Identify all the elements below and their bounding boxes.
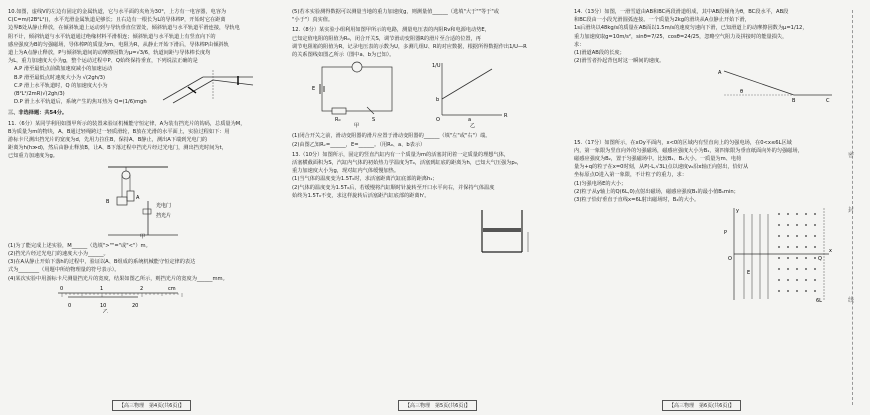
seal-label-xian: 线 bbox=[848, 297, 855, 304]
graph-y-label: 1/U bbox=[432, 63, 441, 70]
main-unit: cm bbox=[168, 285, 176, 292]
q14-line: 求： bbox=[574, 41, 585, 48]
q12-line: 调节电阻箱的阻值为R，记录电压表的示数为U，多测几组U、R的对应数据，根据所得数据作出1/U—R bbox=[292, 43, 527, 50]
fig-label-b: B bbox=[106, 198, 110, 205]
q13-line: (2)气体的温度变为1.5T₀后，若缓慢将汽缸顺时针旋转至开口水平向右，并保持气体温度 bbox=[292, 184, 495, 191]
fig-label-theta: θ bbox=[740, 89, 744, 96]
q11-part-5: (5)若本实验测得数据可以测量当地的重力加速度g，则测量值______（选填"大于""等于"或 bbox=[292, 9, 499, 15]
fig-label-a: A bbox=[718, 70, 722, 77]
fig-label-shade: 挡光片 bbox=[156, 212, 172, 219]
graph-origin-label: O bbox=[436, 117, 440, 124]
q14-line: 重力加速度取g=10m/s²，sinθ=7/25，cosθ=24/25，忽略空气阻力及拼接时的能量损失， bbox=[574, 33, 788, 40]
field-dot bbox=[787, 279, 789, 281]
point-p-label: P bbox=[724, 230, 728, 237]
graph-x-label: R bbox=[504, 113, 508, 120]
q12-line: 已知定值电阻的阻值为R₀，闭合开关S，调节滑动变阻器R的滑片至合适的位置，再 bbox=[292, 35, 481, 42]
q11-line: 游标卡尺测出挡光片的宽度为d，先用力拉住B，保持A、B静止，测出A下端到光电门的 bbox=[8, 137, 208, 144]
axis-x-label: x bbox=[829, 248, 832, 255]
field-dot bbox=[796, 268, 798, 270]
field-dot bbox=[787, 246, 789, 248]
q13-cylinder-diagram bbox=[292, 200, 560, 260]
page-footer-5: 【高三物理 第5页(共6页)】 bbox=[398, 400, 477, 411]
main-tick-2: 2 bbox=[140, 285, 144, 292]
field-dot bbox=[796, 224, 798, 226]
fig-caption-yi: 乙 bbox=[470, 123, 476, 130]
field-dot bbox=[778, 290, 780, 292]
q14-line: (1)滑道AB段的长度； bbox=[574, 50, 625, 57]
q15-line: 坐标原点O进入第一象限，不计粒子的重力，求： bbox=[574, 172, 688, 179]
fig-caption-b: 乙 bbox=[103, 308, 109, 313]
field-dot bbox=[805, 235, 807, 237]
field-dot bbox=[778, 235, 780, 237]
q12-circuit-and-graph bbox=[292, 59, 560, 129]
q15-line: 内，第一象限为竖直向外的匀强磁场，磁感应强度大小为B₁，第四象限为垂直纸面向外的匀强磁场， bbox=[574, 147, 803, 154]
fig-label-r0: R₀ bbox=[335, 117, 341, 124]
field-dot bbox=[778, 213, 780, 215]
main-tick-1: 1 bbox=[100, 285, 104, 292]
field-dot bbox=[796, 235, 798, 237]
q10-line: 阻不计，倾斜轨道与水平轨道通过绝缘材料平滑相连；倾斜轨道与水平轨道上有竖直向下的 bbox=[8, 33, 216, 40]
graph-b-label: b bbox=[436, 97, 440, 104]
field-dot bbox=[787, 268, 789, 270]
field-dot bbox=[814, 290, 816, 292]
q11-line: 已知重力加速度为g。 bbox=[8, 153, 58, 160]
field-dot bbox=[787, 235, 789, 237]
graph-a-label: a bbox=[468, 117, 472, 124]
field-dot bbox=[805, 290, 807, 292]
field-dot bbox=[796, 213, 798, 215]
question-11 bbox=[8, 120, 276, 316]
q13-line: 重力加速度大小为g，现对缸内气体缓慢加热。 bbox=[292, 168, 400, 175]
fig-label-a: A bbox=[136, 194, 140, 201]
q11-part-4: (4)某次实验中用游标卡尺测量挡光片的宽度，结果如图乙所示，则挡光片的宽度为______mm。 bbox=[8, 275, 228, 282]
q13-line: 活塞横截面积为S，汽缸内气体的初始热力学温度为T₀，活塞到缸底的距离为h，已知大气压强为p₀， bbox=[292, 160, 522, 167]
field-dot bbox=[787, 257, 789, 259]
field-dot bbox=[778, 224, 780, 226]
fig-label-e: E bbox=[312, 86, 316, 93]
q14-line: 和BC段由一小段光滑圆弧连接。一个质量为2kg的滑块从A点静止开始下滑， bbox=[574, 17, 750, 24]
vernier-tick-10: 10 bbox=[100, 302, 107, 309]
field-dot bbox=[796, 290, 798, 292]
q13-line: (1)当气体的温度变为1.5T₀时，求活塞距离汽缸底部的距离h₁； bbox=[292, 176, 438, 183]
field-dot bbox=[787, 290, 789, 292]
field-dot bbox=[778, 257, 780, 259]
field-dot bbox=[778, 246, 780, 248]
q13-line: 13.（10分）如图所示，固定的竖直汽缸内有一个质量为m的活塞封闭着一定质量的理想气体， bbox=[292, 151, 510, 158]
q10-rail-diagram bbox=[158, 65, 258, 105]
q14-line: (2)滑雪者拎起背包时这一瞬间的速度。 bbox=[574, 58, 665, 65]
fig-caption-jia: 甲 bbox=[354, 123, 360, 130]
vernier-tick-0: 0 bbox=[68, 302, 72, 309]
q12-part-1: (1)闭合开关之前，滑动变阻器的滑片应置于滑动变阻器的______（填"左"或"右"）端。 bbox=[292, 133, 491, 140]
q10-line: 感应强度为B的匀强磁场，导体棒P的质量为m，电阻为R，从静止开始下滑后，导体棒P由倾斜轨 bbox=[8, 41, 229, 48]
fig-caption-a: 甲 bbox=[140, 233, 146, 239]
page-footer-4: 【高三物理 第4页(共6页)】 bbox=[112, 400, 191, 411]
field-dot bbox=[814, 257, 816, 259]
section-3-heading: 三、非选择题：共54分。 bbox=[8, 110, 68, 117]
q14-line: 14.（13分）如图，一滑雪道由AB和BC两段滑道组成，其中AB段倾角为θ，BC段水平，AB段 bbox=[574, 9, 789, 15]
q15-line: (3)粒子恰好垂直于直线x=6L射出磁场时，B₂的大小。 bbox=[574, 197, 700, 204]
field-dot bbox=[805, 213, 807, 215]
fig-label-s: S bbox=[372, 117, 376, 124]
origin-label: O bbox=[728, 256, 732, 263]
field-dot bbox=[787, 213, 789, 215]
q13-line: 始终为1.5T₀不变，求这样旋转后活塞距汽缸底部的距离h'。 bbox=[292, 192, 430, 199]
field-e-label: E bbox=[747, 270, 751, 277]
q10-option-d: D.P 滑上水平轨道后，系统产生的焦耳热为 Q=(1/6)mgh bbox=[14, 99, 147, 106]
field-dot bbox=[805, 246, 807, 248]
q15-line: 15.（17分）如图所示，在xOy平面内，x<0的区域内有竖直向上的匀强电场，在0<x≤6L区域 bbox=[574, 139, 792, 146]
fig-label-c: C bbox=[826, 98, 830, 105]
seal-label-feng: 封 bbox=[848, 207, 855, 214]
field-dot bbox=[805, 257, 807, 259]
q11-line: B为质量为m的物块，A、B通过轻绳跨过一轻质滑轮，B放在光滑的水平面上，实验过程如下：用 bbox=[8, 128, 230, 135]
q15-line: 磁感应强度为B₂，置于匀强磁场中。比较B₁、B₂大小。一质量为m、电荷 bbox=[574, 156, 742, 163]
q11-part-1: (1)为了能完成上述实验，M______（选填">""="或"<"）m。 bbox=[8, 242, 151, 249]
q11-part-3: (3)在A从静止开始下落h的过程中，验证以A、B组成的系统机械能守恒定律的表达 bbox=[8, 259, 196, 266]
q11-part-5b: "小于"）真实值。 bbox=[292, 17, 334, 24]
question-10 bbox=[8, 8, 276, 106]
field-dot bbox=[787, 224, 789, 226]
q10-line: 边界B处从静止释放，在倾斜轨道上运动到与导轨垂直位置处，倾斜轨道与水平轨道平滑连接，导轨电 bbox=[8, 25, 240, 32]
field-dot bbox=[778, 279, 780, 281]
q12-part-2: (2)由图乙知Rᵥ=______，E=______。（用R₀、a、b表示） bbox=[292, 141, 426, 148]
field-dot bbox=[814, 213, 816, 215]
seal-label-mi: 密 bbox=[848, 152, 855, 159]
axis-y-label: y bbox=[736, 208, 739, 215]
field-dot bbox=[778, 268, 780, 270]
page-footer-6: 【高三物理 第6页(共6页)】 bbox=[662, 400, 741, 411]
page-5-column bbox=[292, 8, 560, 398]
page-4-column bbox=[8, 8, 276, 398]
question-11-continued bbox=[292, 8, 560, 24]
fig-label-light-gate: 光电门 bbox=[156, 202, 172, 209]
field-dot bbox=[814, 235, 816, 237]
q10-option-b: B.P 滑至最低点时速度大小为 √(2gh/3) bbox=[14, 74, 105, 81]
q10-line: 为L，重力加速度大小为g，整个运动过程中P、Q始终保持垂直，下列说法正确的是 bbox=[8, 58, 198, 65]
q10-line: 道上为A点静止释放，P与倾斜轨道间的动摩擦因数为μ=√3/6，轨道间距与导体棒长度均 bbox=[8, 50, 211, 57]
q14-slope-diagram bbox=[574, 65, 836, 105]
q11-apparatus-diagram bbox=[8, 161, 276, 239]
question-13 bbox=[292, 151, 560, 263]
field-dot bbox=[796, 279, 798, 281]
q12-line: 的关系图线如图乙所示（图中a、b为已知）。 bbox=[292, 52, 395, 59]
vernier-caliper-diagram bbox=[8, 283, 208, 313]
q11-part-3b: 式为________（用题中所给物理量的符号表示）。 bbox=[8, 267, 120, 274]
distance-6l-label: 6L bbox=[816, 298, 822, 305]
field-dot bbox=[805, 224, 807, 226]
field-dot bbox=[796, 246, 798, 248]
q15-line: (2)粒子从y轴上的Q(6L,0)点射出磁场，磁感应强度B₁的最小值B₁min； bbox=[574, 188, 739, 195]
q11-line: 距离为h(h≫d)，然后由静止释放B，让A、B下落过程中挡光片经过光电门，测出挡光时间为t， bbox=[8, 145, 227, 152]
q10-option-a: A.P 滑至最低点前做加速度减小的加速运动 bbox=[14, 66, 113, 73]
main-tick-0: 0 bbox=[60, 285, 64, 292]
field-dot bbox=[805, 268, 807, 270]
q11-line: 11.（6分）某同学利用如图甲所示的装置来验证机械能守恒定律，A为装有挡光片的钩码，总质量为M， bbox=[8, 120, 246, 127]
q11-part-2: (2)挡光片经过光电门的速度大小为______。 bbox=[8, 251, 109, 258]
field-dot bbox=[805, 279, 807, 281]
field-dot bbox=[814, 279, 816, 281]
q14-line: 1s后滑块以48kg/s的质量在AB面以1.5m/s的速度匀速向下滑，已知滑道上的动摩擦因数为μ=1/12， bbox=[574, 25, 808, 32]
q12-line: 12.（8分）某实验小组利用如图甲所示的电路，测量电压表的内阻Rv和电源电动势E， bbox=[292, 27, 490, 34]
q10-line: C(C=m/(2B²L²))，水平光滑金属轨道足够长；且右边有一根长为L的导体棒P，开始时它在距离 bbox=[8, 17, 226, 24]
field-dot bbox=[814, 246, 816, 248]
question-14 bbox=[574, 8, 836, 109]
q15-line: (1)匀强电场E的大小； bbox=[574, 180, 627, 187]
field-dot bbox=[814, 224, 816, 226]
q10-line: 10.如图，虚线V的左边有固定的金属轨道，它与水平面的夹角为30°，上方有一电容器，电容为 bbox=[8, 9, 227, 15]
vernier-tick-20: 20 bbox=[132, 302, 139, 309]
fig-label-b: B bbox=[792, 98, 796, 105]
question-15 bbox=[574, 139, 836, 308]
q15-field-diagram bbox=[574, 204, 836, 304]
q15-line: 量为+q的粒子在x=0时刻，从P(-L,√3L)点以速度v₀沿x轴正向射出，恰好从 bbox=[574, 164, 749, 171]
page-6-column bbox=[574, 8, 836, 398]
field-dot bbox=[814, 268, 816, 270]
point-q-label: Q bbox=[818, 256, 822, 263]
field-dot bbox=[796, 257, 798, 259]
q10-option-c: C.P 滑上水平轨道时，Q 的加速度大小为 (B²L²/2mR)√(2gh/3) bbox=[14, 82, 108, 98]
question-12 bbox=[292, 26, 560, 148]
